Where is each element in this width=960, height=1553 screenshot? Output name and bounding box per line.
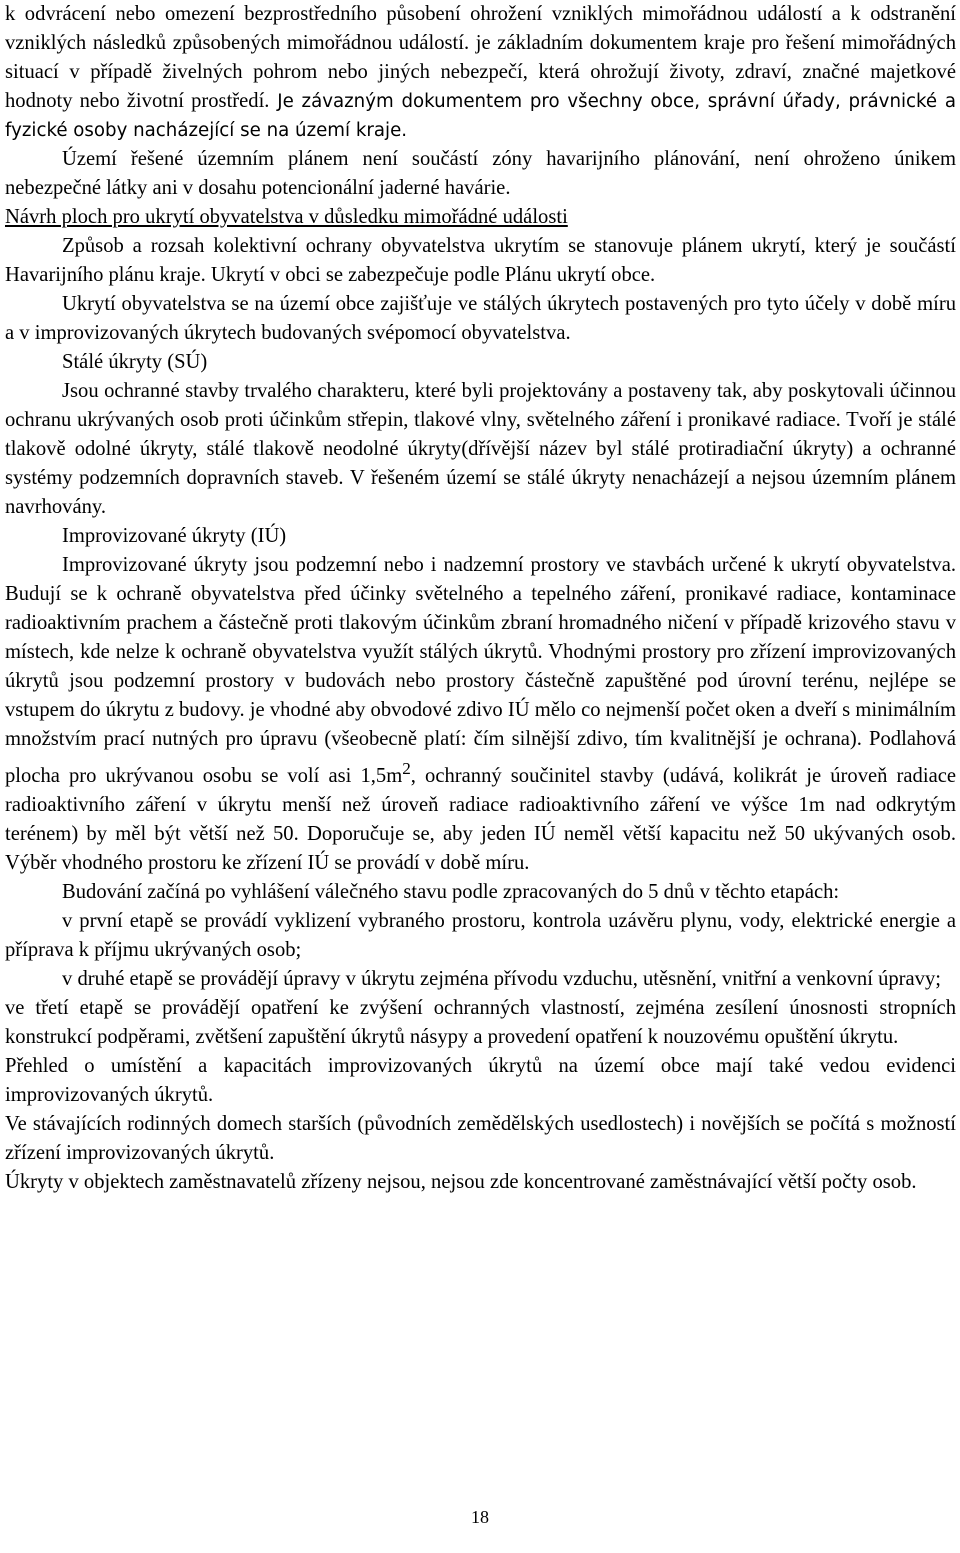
paragraph-permanent-shelters: Jsou ochranné stavby trvalého charakteru, které byli projektovány a postaveny tak, aby poskytovali účinnou ochranu ukrývaných osob proti účinkům střepin, tlakové vlny, světelného záření i pronikavé radiace. Tvoří je stálé tlakově odolné úkryty, stálé tlakově neodolné úkryty(dřívější název byl stálé protiradiační úkryty) a ochranné systémy podzemních dopravních staveb. V řešeném území se stálé úkryty nenacházejí a nejsou územním plánem navrhovány. bbox=[5, 380, 956, 518]
paragraph-stage-one: v první etapě se provádí vyklizení vybraného prostoru, kontrola uzávěru plynu, vody, elektrické energie a příprava k příjmu ukrývaných osob; bbox=[5, 909, 956, 961]
paragraph-intro bbox=[5, 0, 956, 145]
subheading-improvised-shelters: Improvizované úkryty (IÚ) bbox=[62, 525, 287, 547]
page-number: 18 bbox=[471, 1507, 489, 1527]
paragraph-family-houses: Ve stávajících rodinných domech starších (původních zemědělských usedlostech) i novějších se počítá s možností zřízení improvizovaných úkrytů. bbox=[5, 1112, 956, 1164]
document-body bbox=[5, 0, 956, 1197]
paragraph-construction-stages: Budování začíná po vyhlášení válečného stavu podle zpracovaných do 5 dnů v těchto etapách: bbox=[62, 880, 840, 903]
intro-text-c: Je závazným dokumentem pro všechny obce, správní úřady, právnické a fyzické osoby nacházející se na území kraje. bbox=[5, 91, 956, 141]
improvised-text-a: Improvizované úkryty jsou podzemní nebo i nadzemní prostory ve stavbách určené k ukrytí obyvatelstva. Budují se k ochraně obyvatelstva před účinky světelného a tepelného záření, pronikavé radiace, kontaminace radioaktivním prachem a částečně proti tlakovým účinkům zbraní hromadného ničení v případě krizového stavu v místech, kde nelze k ochraně obyvatelstva využít stálých úkrytů. Vhodnými prostory pro zřízení improvizovaných úkrytů jsou podzemní prostory v budovách nebo prostory částečně zapuštěné pod úrovní terénu, nejlépe se vstupem do úkrytu z budovy. je vhodné aby obvodové zdivo IÚ mělo co nejmenší počet oken a dveří s minimálním množstvím prací nutných pro úpravu (všeobecně platí: čím silnější zdivo, tím kvalitnější je ochrana). Podlahová plocha pro ukrývanou osobu se volí asi 1,5m bbox=[5, 554, 956, 787]
subheading-permanent-shelters: Stálé úkryty (SÚ) bbox=[62, 351, 208, 373]
paragraph-shelter-types: Ukrytí obyvatelstva se na území obce zajišťuje ve stálých úkrytech postavených pro tyto účely v době míru a v improvizovaných úkrytech budovaných svépomocí obyvatelstva. bbox=[5, 293, 956, 344]
intro-text-a: k odvrácení nebo omezení bezprostředního působení ohrožení vzniklých mimořádnou událostí a k odstranění vzniklých následků způsobených mimořádnou událostí. bbox=[5, 3, 956, 54]
paragraph-employer-shelters: Úkryty v objektech zaměstnavatelů zřízeny nejsou, nejsou zde koncentrované zaměstnávající větší počty osob. bbox=[5, 1170, 917, 1193]
section-heading-shelter: Návrh ploch pro ukrytí obyvatelstva v důsledku mimořádné události bbox=[5, 206, 568, 228]
paragraph-overview: Přehled o umístění a kapacitách improvizovaných úkrytů na území obce mají také vedou evidenci improvizovaných úkrytů. bbox=[5, 1054, 956, 1106]
paragraph-collective-protection: Způsob a rozsah kolektivní ochrany obyvatelstva ukrytím se stanovuje plánem ukrytí, který je součástí Havarijního plánu kraje. Ukrytí v obci se zabezpečuje podle Plánu ukrytí obce. bbox=[5, 235, 956, 286]
paragraph-zone: Území řešené územním plánem není součástí zóny havarijního plánování, není ohroženo únikem nebezpečné látky ani v dosahu potencionální jaderné havárie. bbox=[5, 148, 956, 199]
improvised-text-b: , ochranný součinitel stavby (udává, kolikrát je úroveň radiace radioaktivního záření v úkrytu menší než úroveň radiace radioaktivního záření ve výšce 1m nad odkrytým terénem) by měl být větší než 50. Doporučuje se, aby jeden IÚ neměl větší kapacitu než 50 ukývaných osob. Výběr vhodného prostoru ke zřízení IÚ se provádí v době míru. bbox=[5, 764, 956, 874]
superscript-two: 2 bbox=[402, 759, 411, 778]
paragraph-stage-three: ve třetí etapě se provádějí opatření ke zvýšení ochranných vlastností, zejména zesílení únosnosti stropních konstrukcí podpěrami, zvětšení zapuštění úkrytů násypy a provedení opatření k nouzovému opuštění úkrytu. bbox=[5, 996, 956, 1048]
intro-text-b: je základním dokumentem kraje pro řešení mimořádných situací v případě živelných pohrom nebo jiných nebezpečí, která ohrožují životy, zdraví, značné majetkové hodnoty nebo životní prostředí. bbox=[5, 32, 956, 112]
paragraph-stage-two: v druhé etapě se provádějí úpravy v úkrytu zejména přívodu vzduchu, utěsnění, vnitřní a venkovní úpravy; bbox=[62, 967, 941, 990]
paragraph-improvised-shelters bbox=[5, 551, 956, 878]
